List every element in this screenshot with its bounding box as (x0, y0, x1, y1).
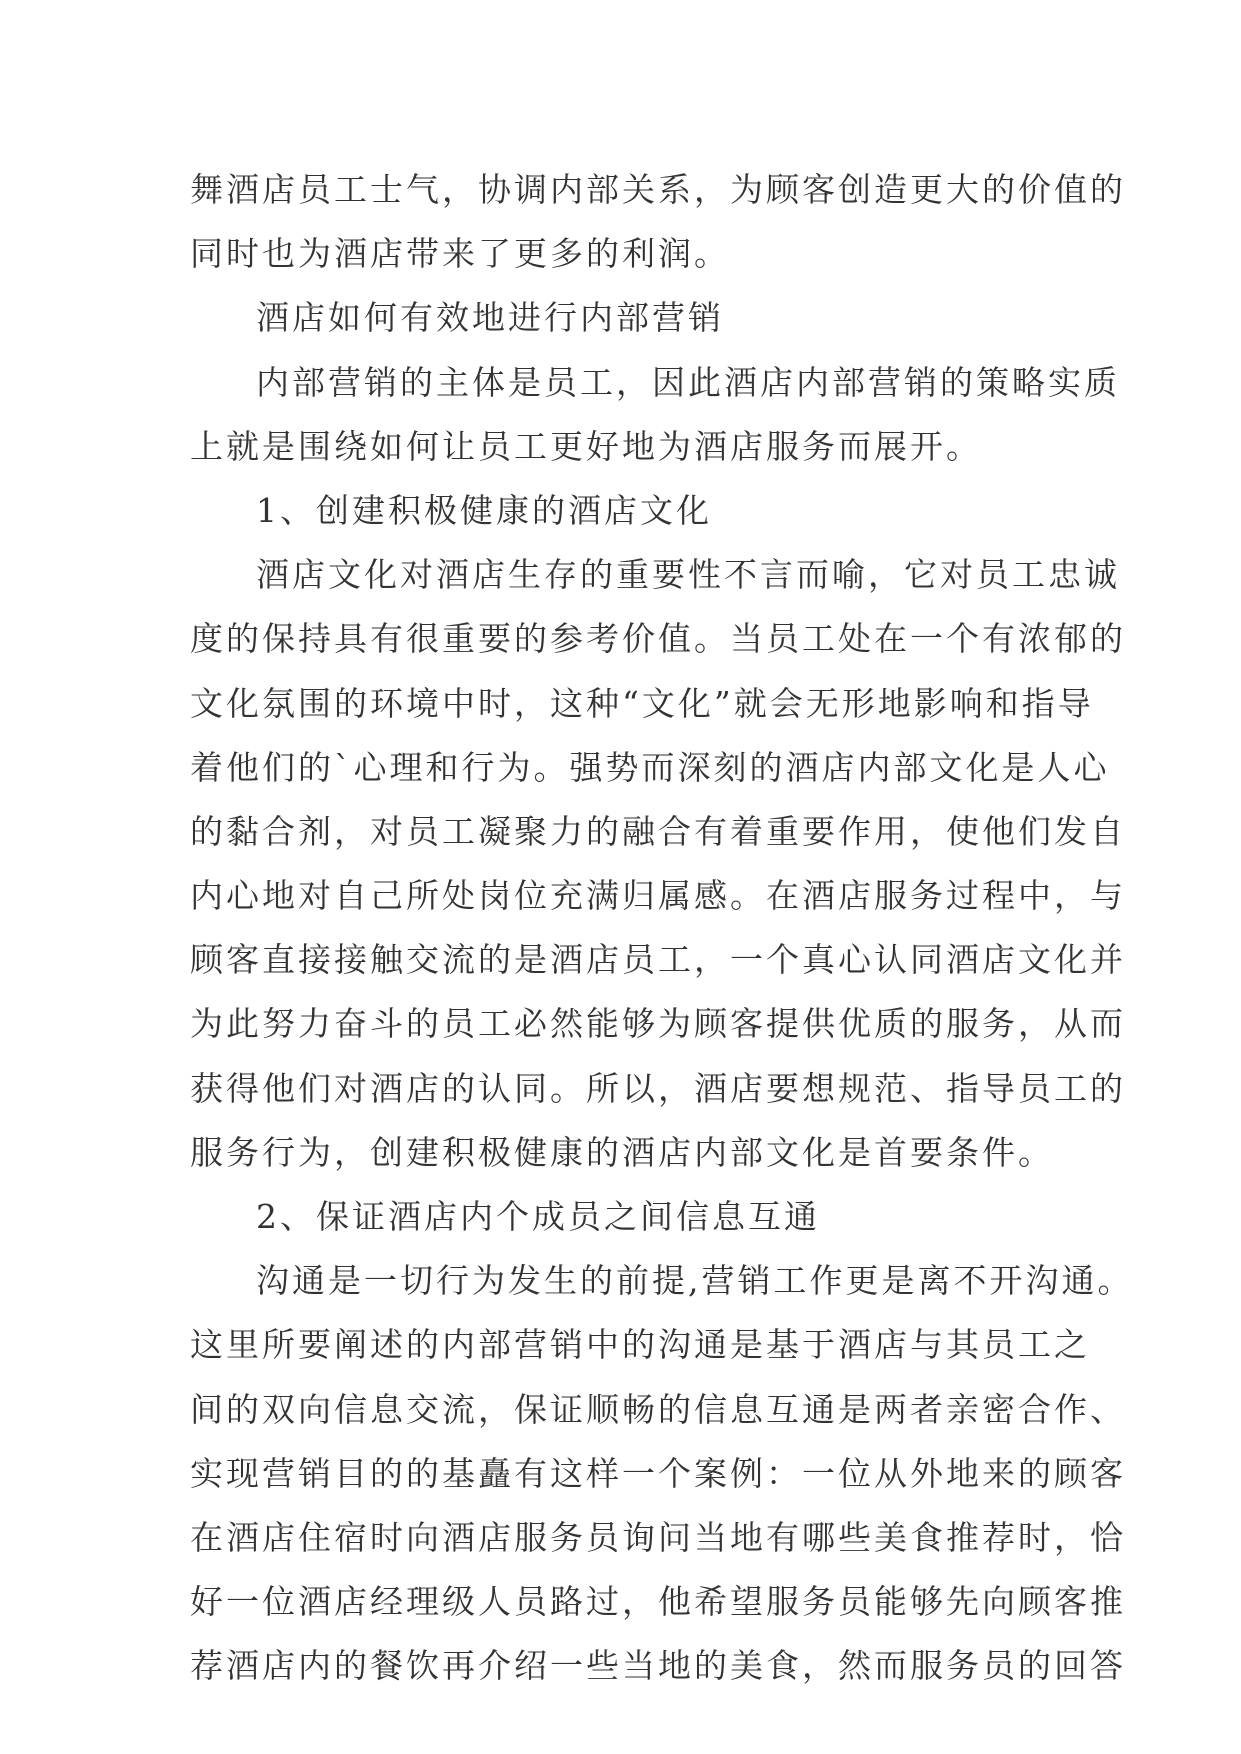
text-line: 服务行为，创建积极健康的酒店内部文化是首要条件。 (190, 1132, 1054, 1172)
text-line: 获得他们对酒店的认同。所以，酒店要想规范、指导员工的 (190, 1068, 1126, 1108)
body-text (190, 158, 1134, 1699)
section-heading: 酒店如何有效地进行内部营销 (256, 298, 724, 338)
text-line: 间的双向信息交流，保证顺畅的信息互通是两者亲密合作、 (190, 1389, 1126, 1429)
text-line: 文化氛围的环境中时，这种“文化”就会无形地影响和指导 (190, 683, 1094, 723)
text-line: 荐酒店内的餐饮再介绍一些当地的美食，然而服务员的回答 (190, 1646, 1126, 1686)
text-line: 实现营销目的的基矗有这样一个案例：一位从外地来的顾客 (190, 1453, 1126, 1493)
text-line: 舞酒店员工士气，协调内部关系，为顾客创造更大的价值的 (190, 170, 1126, 209)
text-line: 内部营销的主体是员工，因此酒店内部营销的策略实质 (256, 362, 1120, 402)
text-line: 的黏合剂，对员工凝聚力的融合有着重要作用，使他们发自 (190, 811, 1126, 851)
section-heading: 1、创建积极健康的酒店文化 (256, 490, 712, 530)
text-line: 上就是围绕如何让员工更好地为酒店服务而展开。 (190, 426, 982, 466)
text-line: 沟通是一切行为发生的前提,营销工作更是离不开沟通。 (256, 1261, 1134, 1301)
text-line: 同时也为酒店带来了更多的利润。 (190, 234, 730, 274)
text-line: 着他们的`心理和行为。强势而深刻的酒店内部文化是人心 (190, 747, 1110, 787)
text-line: 顾客直接接触交流的是酒店员工，一个真心认同酒店文化并 (190, 940, 1126, 980)
section-heading: 2、保证酒店内个成员之间信息互通 (256, 1197, 820, 1236)
text-line: 好一位酒店经理级人员路过，他希望服务员能够先向顾客推 (190, 1582, 1126, 1622)
text-line: 为此努力奋斗的员工必然能够为顾客提供优质的服务，从而 (190, 1004, 1126, 1044)
text-line: 这里所要阐述的内部营销中的沟通是基于酒店与其员工之 (190, 1325, 1090, 1365)
text-line: 酒店文化对酒店生存的重要性不言而喻，它对员工忠诚 (256, 555, 1120, 595)
text-line: 度的保持具有很重要的参考价值。当员工处在一个有浓郁的 (190, 619, 1126, 659)
text-line: 在酒店住宿时向酒店服务员询问当地有哪些美食推荐时，恰 (190, 1517, 1126, 1557)
text-line: 内心地对自己所处岗位充满归属感。在酒店服务过程中，与 (190, 876, 1126, 916)
